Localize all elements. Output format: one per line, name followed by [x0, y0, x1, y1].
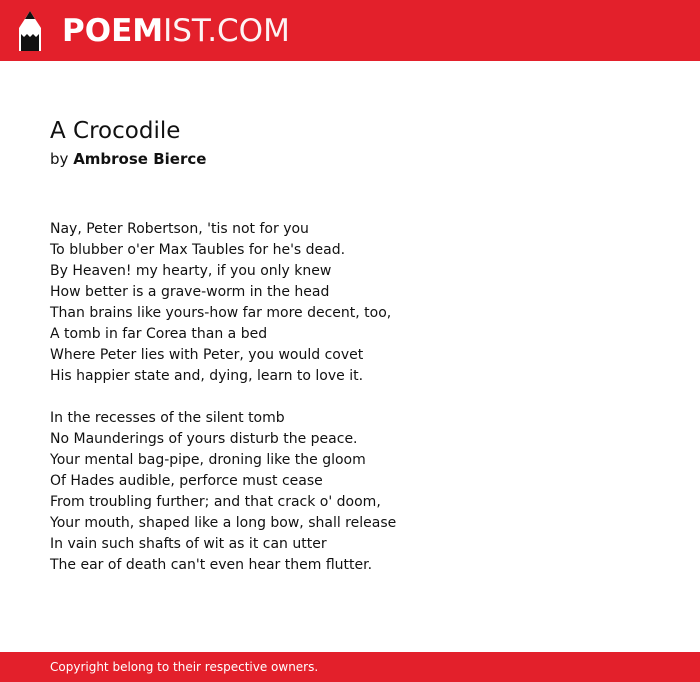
poem-line: From troubling further; and that crack o' doom,	[50, 494, 381, 510]
poem-line: Your mouth, shaped like a long bow, shall release	[50, 515, 397, 531]
site-footer	[0, 652, 700, 682]
poem-line: By Heaven! my hearty, if you only knew	[50, 263, 332, 279]
poem-line: Where Peter lies with Peter, you would covet	[50, 347, 364, 363]
byline-prefix: by	[50, 150, 69, 168]
poem-line: To blubber o'er Max Taubles for he's dead.	[50, 242, 346, 258]
poem-line: A tomb in far Corea than a bed	[50, 326, 268, 342]
poem-byline	[50, 149, 206, 169]
stanza-2	[50, 408, 670, 576]
poem-line: The ear of death can't even hear them flutter.	[50, 557, 373, 573]
site-logo-text[interactable]	[62, 12, 290, 50]
poem-line: Than brains like yours-how far more decent, too,	[50, 305, 392, 321]
poem-line: How better is a grave-worm in the head	[50, 284, 330, 300]
poem-line: Your mental bag-pipe, droning like the gloom	[50, 452, 366, 468]
copyright-text: Copyright belong to their respective owners.	[50, 660, 319, 674]
logo-light-part: IST.COM	[163, 13, 290, 49]
poem-title: A Crocodile	[50, 118, 181, 144]
poem-body	[50, 219, 670, 576]
poem-line: Of Hades audible, perforce must cease	[50, 473, 323, 489]
poem-line: In the recesses of the silent tomb	[50, 410, 285, 426]
stanza-gap	[50, 387, 670, 408]
site-header	[0, 0, 700, 61]
logo-bold-part: POEM	[62, 13, 164, 49]
poem-author: Ambrose Bierce	[73, 150, 207, 168]
poem-line: Nay, Peter Robertson, 'tis not for you	[50, 221, 309, 237]
stanza-1	[50, 219, 670, 387]
poem-line: His happier state and, dying, learn to love it.	[50, 368, 364, 384]
poem-line: No Maunderings of yours disturb the peace.	[50, 431, 358, 447]
pencil-logo-icon[interactable]	[18, 10, 42, 52]
poem-line: In vain such shafts of wit as it can utter	[50, 536, 327, 552]
